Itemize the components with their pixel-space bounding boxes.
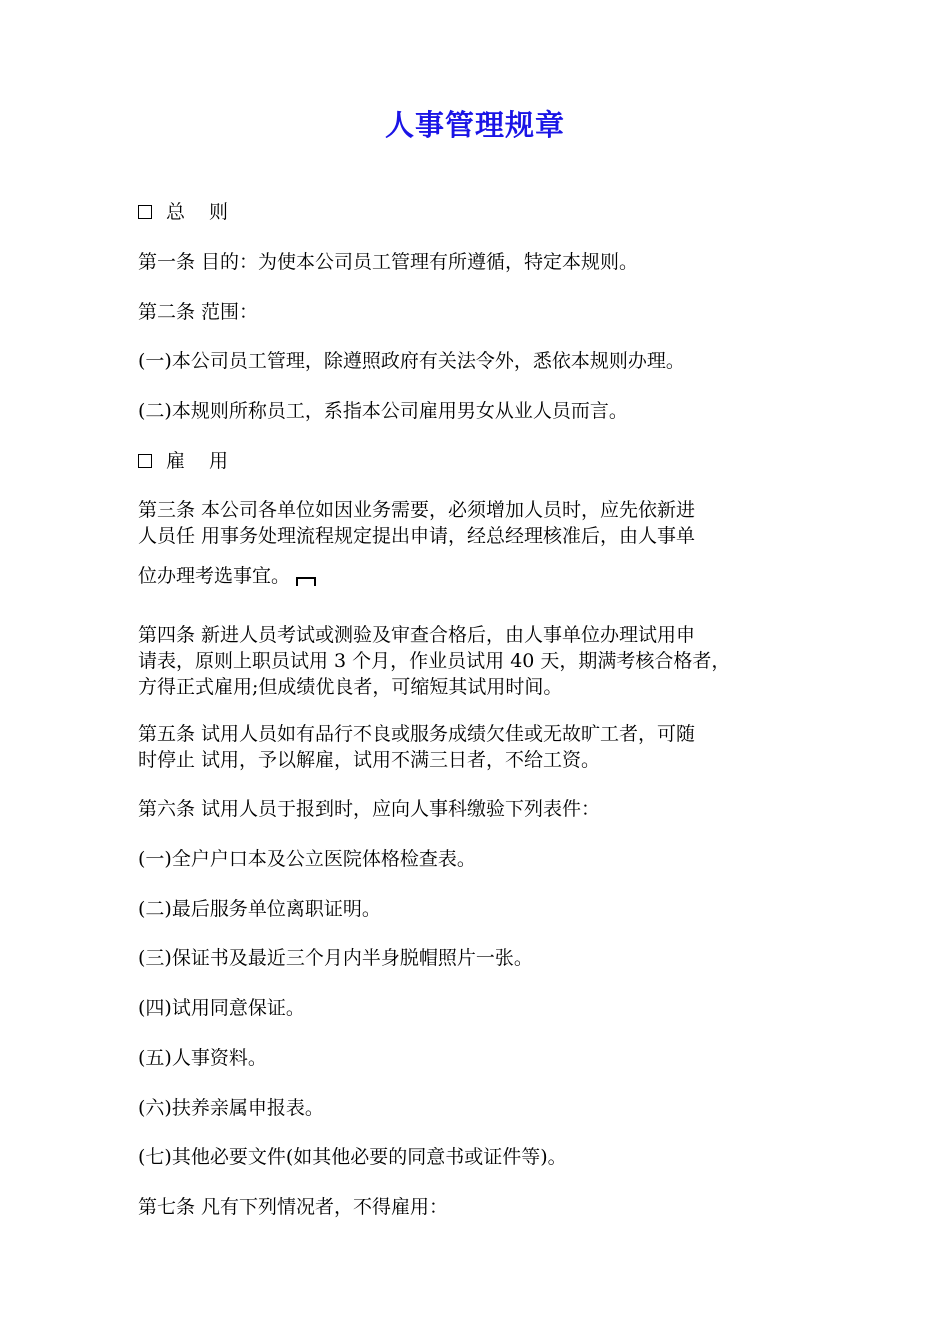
article-6-item-2: (二)最后服务单位离职证明。 xyxy=(138,898,381,920)
article-5-line-1: 第五条 试用人员如有品行不良或服务成绩欠佳或无故旷工者，可随 xyxy=(138,723,696,745)
article-4-line-3: 方得正式雇用;但成绩优良者，可缩短其试用时间。 xyxy=(138,676,563,698)
article-1: 第一条 目的：为使本公司员工管理有所遵循，特定本规则。 xyxy=(138,251,639,273)
section-heading-employment: 雇 用 xyxy=(138,448,818,474)
document-title: 人事管理规章 xyxy=(384,108,565,142)
bracket-mark-icon xyxy=(296,577,316,586)
article-3 xyxy=(138,497,818,549)
article-3-line-1: 第三条 本公司各单位如因业务需要，必须增加人员时，应先依新进 xyxy=(138,499,696,521)
article-4-line-2: 请表，原则上职员试用 3 个月，作业员试用 40 天，期满考核合格者， xyxy=(138,650,731,672)
article-4-line-1: 第四条 新进人员考试或测验及审查合格后，由人事单位办理试用申 xyxy=(138,624,696,646)
article-7: 第七条 凡有下列情况者，不得雇用： xyxy=(138,1196,449,1218)
article-6-item-5: (五)人事资料。 xyxy=(138,1047,267,1069)
article-2: 第二条 范围： xyxy=(138,301,259,323)
section-heading-general: 总 则 xyxy=(138,199,818,225)
checkbox-icon xyxy=(138,454,152,468)
article-6-item-4: (四)试用同意保证。 xyxy=(138,997,305,1019)
article-5-line-2: 时停止 试用，予以解雇，试用不满三日者，不给工资。 xyxy=(138,749,601,771)
article-2-item-2: (二)本规则所称员工，系指本公司雇用男女从业人员而言。 xyxy=(138,400,628,422)
article-6-item-1: (一)全户户口本及公立医院体格检查表。 xyxy=(138,848,476,870)
article-6-item-7: (七)其他必要文件(如其他必要的同意书或证件等)。 xyxy=(138,1146,567,1168)
article-6: 第六条 试用人员于报到时，应向人事科缴验下列表件： xyxy=(138,798,601,820)
article-3-line-2: 人员任 用事务处理流程规定提出申请，经总经理核准后，由人事单 xyxy=(138,525,696,547)
checkbox-icon xyxy=(138,205,152,219)
article-6-item-3: (三)保证书及最近三个月内半身脱帽照片一张。 xyxy=(138,947,533,969)
article-5 xyxy=(138,721,818,773)
article-2-item-1: (一)本公司员工管理，除遵照政府有关法令外，悉依本规则办理。 xyxy=(138,350,685,372)
article-4 xyxy=(138,622,818,700)
article-3-line-3: 位办理考选事宜。 xyxy=(138,563,818,589)
article-6-item-6: (六)扶养亲属申报表。 xyxy=(138,1097,324,1119)
